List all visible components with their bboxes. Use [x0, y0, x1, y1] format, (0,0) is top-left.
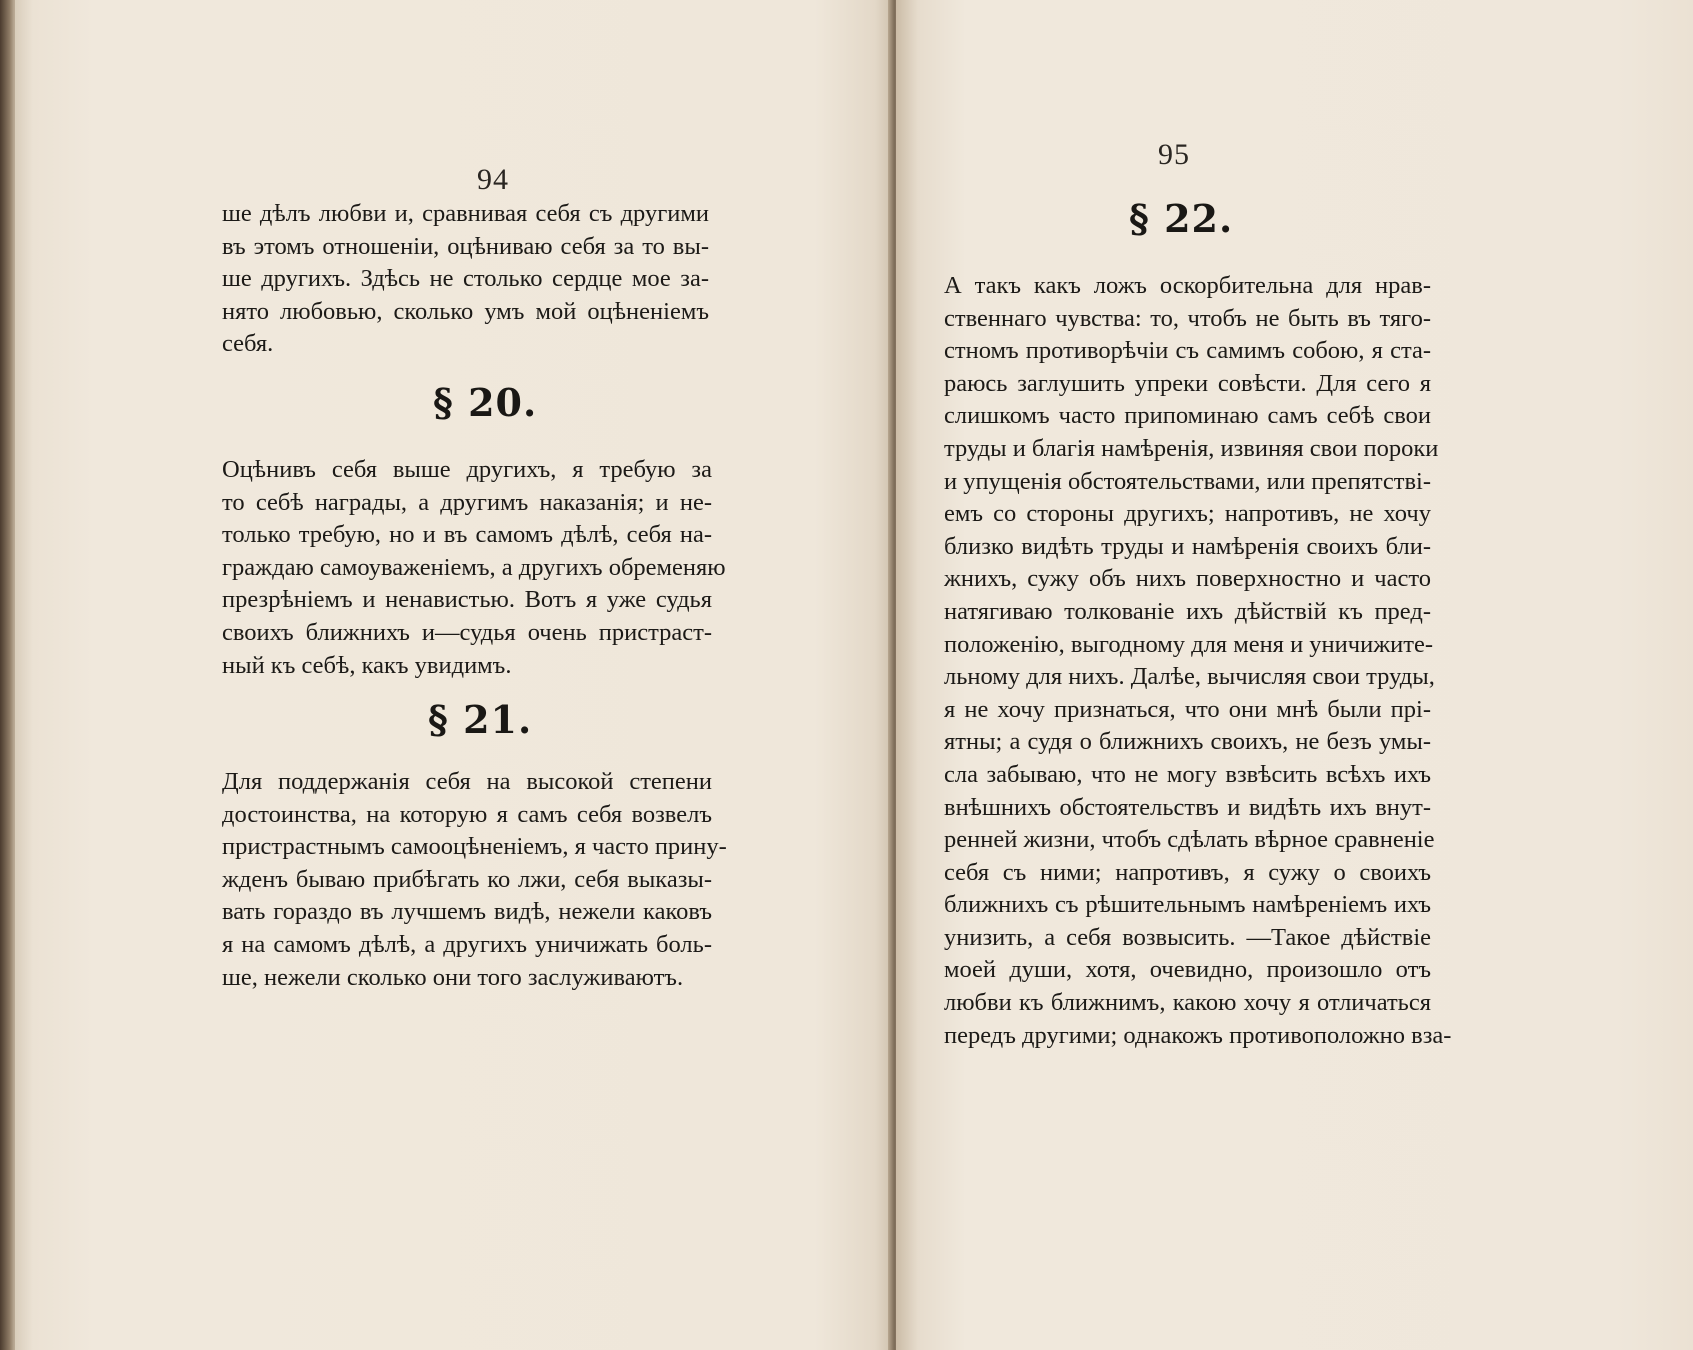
text-line: труды и благія намѣренія, извиняя свои пороки: [944, 434, 1439, 462]
text-line: жденъ бываю прибѣгать ко лжи, себя выказы-: [222, 865, 712, 893]
section-heading-22: § 22.: [1129, 196, 1234, 241]
text-line: любви къ ближнимъ, какою хочу я отличаться: [944, 989, 1431, 1017]
text-line: льному для нихъ. Далѣе, вычисляя свои труды,: [944, 663, 1435, 691]
text-line: близко видѣть труды и намѣренія своихъ бли-: [944, 532, 1431, 560]
text-line: раюсь заглушить упреки совѣсти. Для сего я: [944, 369, 1431, 397]
section-heading-21: § 21.: [428, 697, 533, 742]
text-line: стномъ противорѣчіи съ самимъ собою, я ста-: [944, 337, 1431, 365]
text-line: въ этомъ отношеніи, оцѣниваю себя за то вы-: [222, 232, 709, 260]
text-line: ше дѣлъ любви и, сравнивая себя съ другими: [222, 200, 709, 227]
text-line: ше другихъ. Здѣсь не столько сердце мое за-: [222, 265, 709, 293]
text-line: ше, нежели сколько они того заслуживаютъ.: [222, 963, 684, 991]
text-line: ятны; а судя о ближнихъ своихъ, не безъ умы-: [944, 728, 1431, 756]
text-line: унизить, а себя возвысить. —Такое дѣйствіе: [944, 923, 1431, 951]
page-number-left: 94: [477, 163, 509, 196]
text-line: нято любовью, сколько умъ мой оцѣненіемъ: [222, 297, 709, 325]
text-line: ближнихъ съ рѣшительнымъ намѣреніемъ ихъ: [944, 891, 1431, 919]
text-line: передъ другими; однакожъ противоположно вза-: [944, 1021, 1452, 1049]
text-line: своихъ ближнихъ и—судья очень пристраст-: [222, 618, 712, 646]
text-line: я на самомъ дѣлѣ, а другихъ уничижать боль-: [222, 930, 712, 958]
page-number-right: 95: [1158, 138, 1190, 171]
text-line: емъ со стороны другихъ; напротивъ, не хочу: [944, 500, 1431, 528]
text-line: то себѣ награды, а другимъ наказанія; и не-: [222, 488, 712, 516]
left-paragraph-1: [222, 198, 709, 361]
text-line: презрѣніемъ и ненавистью. Вотъ я уже судья: [222, 586, 712, 614]
right-paragraph-1: [944, 270, 1452, 1052]
text-line: себя.: [222, 330, 274, 358]
text-line: граждаю самоуваженіемъ, а другихъ обременяю: [222, 553, 726, 581]
text-line: я не хочу признаться, что они мнѣ были прі-: [944, 695, 1431, 723]
text-line: жнихъ, сужу объ нихъ поверхностно и часто: [944, 565, 1431, 593]
text-line: и упущенія обстоятельствами, или препятстві-: [944, 467, 1431, 495]
text-line: достоинства, на которую я самъ себя возвелъ: [222, 800, 712, 828]
text-line: сла забываю, что не могу взвѣсить всѣхъ ихъ: [944, 760, 1431, 788]
text-line: пристрастнымъ самооцѣненіемъ, я часто прину-: [222, 833, 727, 861]
left-paragraph-3: [222, 766, 727, 994]
text-line: слишкомъ часто припоминаю самъ себѣ свои: [944, 402, 1431, 430]
left-paragraph-2: [222, 454, 726, 682]
text-line: вать гораздо въ лучшемъ видѣ, нежели каковъ: [222, 898, 712, 926]
text-line: ственнаго чувства: то, чтобъ не быть въ тяго-: [944, 304, 1431, 332]
right-page: [896, 0, 1693, 1350]
text-line: А такъ какъ ложъ оскорбительна для нрав-: [944, 272, 1431, 299]
text-line: ный къ себѣ, какъ увидимъ.: [222, 651, 512, 679]
text-line: ренней жизни, чтобъ сдѣлать вѣрное сравненіе: [944, 826, 1435, 854]
section-heading-20: § 20.: [433, 380, 538, 425]
text-line: моей души, хотя, очевидно, произошло отъ: [944, 956, 1431, 984]
text-line: себя съ ними; напротивъ, я сужу о своихъ: [944, 858, 1431, 886]
text-line: положенію, выгодному для меня и уничижите-: [944, 630, 1433, 658]
text-line: Для поддержанія себя на высокой степени: [222, 768, 712, 795]
text-line: внѣшнихъ обстоятельствъ и видѣть ихъ внут-: [944, 793, 1431, 821]
text-line: натягиваю толкованіе ихъ дѣйствій къ пред-: [944, 597, 1431, 625]
text-line: только требую, но и въ самомъ дѣлѣ, себя на-: [222, 521, 712, 549]
left-page: [14, 0, 894, 1350]
text-line: Оцѣнивъ себя выше другихъ, я требую за: [222, 456, 712, 483]
